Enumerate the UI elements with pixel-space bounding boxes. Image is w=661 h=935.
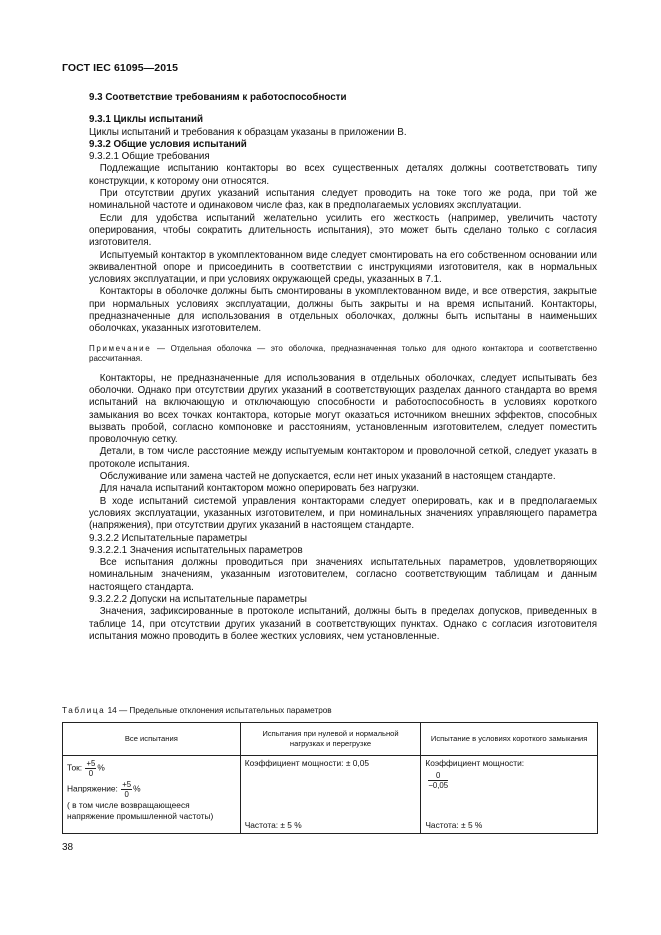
voltage-label: Напряжение: [67,783,118,794]
clause-title: 9.3.2.2.2 Допуски на испытательные параметры [89,593,307,605]
current-label: Ток: [67,762,83,773]
table-header-cell: Испытания при нулевой и нормальной нагрузках и перегрузке [240,723,421,756]
table-header-cell: Все испытания [63,723,241,756]
voltage-remark: ( в том числе возвращающееся напряжение промышленной частоты) [67,800,214,821]
paragraph: Контакторы в оболочке должны быть смонтированы в укомплектованном виде, и все отверстия, закрытые при нормальных условиях эксплуатации, должны быть закрыты и на время испытаний. Контакторы, предназначенные для использования в отдельных оболочках, должны быть испытаны в наименьших оболочках, указанных изготовителем. [89,286,597,335]
clause-title: 9.3.2.2.1 Значения испытательных параметров [89,544,303,556]
clause-title: 9.3.2.1 Общие требования [89,151,210,163]
page-number: 38 [62,842,74,853]
current-tolerance-upper: +5 [86,759,96,768]
note-label: Примечание [89,343,152,353]
power-factor-tolerance [428,771,448,790]
paragraph: Все испытания должны проводиться при значениях испытательных параметров, удовлетворяющих номинальным значениям, указанным изготовителем, согласно соответствующим таблицам и данным настоящего стандарта. [89,557,597,593]
table-caption-text: 14 — Предельные отклонения испытательных параметров [105,706,332,715]
voltage-tolerance-upper: +5 [122,780,132,789]
voltage-tolerance-lower: 0 [124,790,129,799]
frequency-tolerance: Частота: ± 5 % [244,819,302,830]
voltage-tolerance [121,780,132,799]
paragraph: В ходе испытаний системой управления контакторами следует оперировать, как и в предполагаемых условиях эксплуатации, указанных изготовителем, и при номинальных значениях управляющего параметра (напряжения), при отсутствии других указаний в настоящем стандарте. [89,495,597,532]
table-header-row [63,723,598,756]
table-caption [62,706,332,715]
page-header: ГОСТ IEC 61095—2015 [62,62,179,74]
table-header-cell: Испытание в условиях короткого замыкания [421,723,598,756]
table-cell-load-tests [240,756,421,834]
voltage-unit: % [133,783,141,794]
subsection-title: 9.3.1 Циклы испытаний [89,114,203,126]
paragraph: При отсутствии других указаний испытания следует проводить на токе того же рода, при той же номинальной частоте и одинаковом числе фаз, как в предполагаемых условиях эксплуатации. [89,188,597,212]
paragraph: Подлежащие испытанию контакторы во всех существенных деталях должны соответствовать типу конструкции, к которому они относятся. [89,163,597,187]
tolerance-table [62,722,598,834]
clause-title: 9.3.2.2 Испытательные параметры [89,532,248,544]
paragraph: Детали, в том числе расстояние между испытуемым контактором и проволочной сеткой, следует указать в протоколе испытания. [89,446,597,470]
frequency-tolerance: Частота: ± 5 % [425,819,483,830]
power-factor-lower: −0,05 [428,780,449,790]
current-unit: % [97,762,105,773]
power-factor-tolerance: Коэффициент мощности: ± 0,05 [244,758,370,768]
section-title: 9.3 Соответствие требованиям к работоспособности [89,92,347,103]
subsection-title: 9.3.2 Общие условия испытаний [89,138,247,150]
table-cell-short-circuit [421,756,598,834]
current-tolerance-lower: 0 [88,769,94,778]
paragraph: Контакторы, не предназначенные для использования в отдельных оболочках, следует испытывать без оболочки. Однако при отсутствии других указаний в соответствующих разделах данного стандарта во время испытаний на включающую и отключающую способности и работоспособность в условиях короткого замыкания во всех точках контактора, которые могут оказаться источником внешних эффектов, способных вызвать пробой, согласно компоновке и расстояниям, установленным изготовителем, следует поместить проволочную сетку. [89,372,597,446]
power-factor-label: Коэффициент мощности: [425,758,525,768]
table-caption-label: Таблица [62,706,106,715]
power-factor-upper: 0 [428,771,448,781]
paragraph: Циклы испытаний и требования к образцам указаны в приложении В. [89,126,407,138]
paragraph: Значения, зафиксированные в протоколе испытаний, должны быть в пределах допусков, приведенных в таблице 14, при отсутствии других указаний в соответствующих пунктах. Однако с согласия изготовителя испытания можно проводить в более жестких условиях, чем установленные. [89,606,597,642]
table-cell-all-tests [63,756,241,834]
document-body [89,92,597,643]
paragraph: Для начала испытаний контактором можно оперировать без нагрузки. [99,483,419,495]
paragraph: Испытуемый контактор в укомплектованном виде следует смонтировать на его собственном основании или эквивалентной опоре и присоединить в соответствии с инструкциями изготовителя, как в нормальных условиях эксплуатации, и при условиях окружающей среды, указанных в 7.1. [89,249,597,286]
table-row [63,756,598,834]
paragraph: Обслуживание или замена частей не допускается, если нет иных указаний в настоящем стандарте. [99,471,556,483]
note-text: — Отдельная оболочка — это оболочка, предназначенная только для одного контактора и соответственно рассчитанная. [89,343,597,364]
current-tolerance [85,759,96,778]
paragraph: Если для удобства испытаний желательно усилить его жесткость (например, увеличить частоту оперирования, чтобы сократить длительность испытания), это может быть сделано только с согласия изготовителя. [89,212,597,249]
note [89,344,597,365]
